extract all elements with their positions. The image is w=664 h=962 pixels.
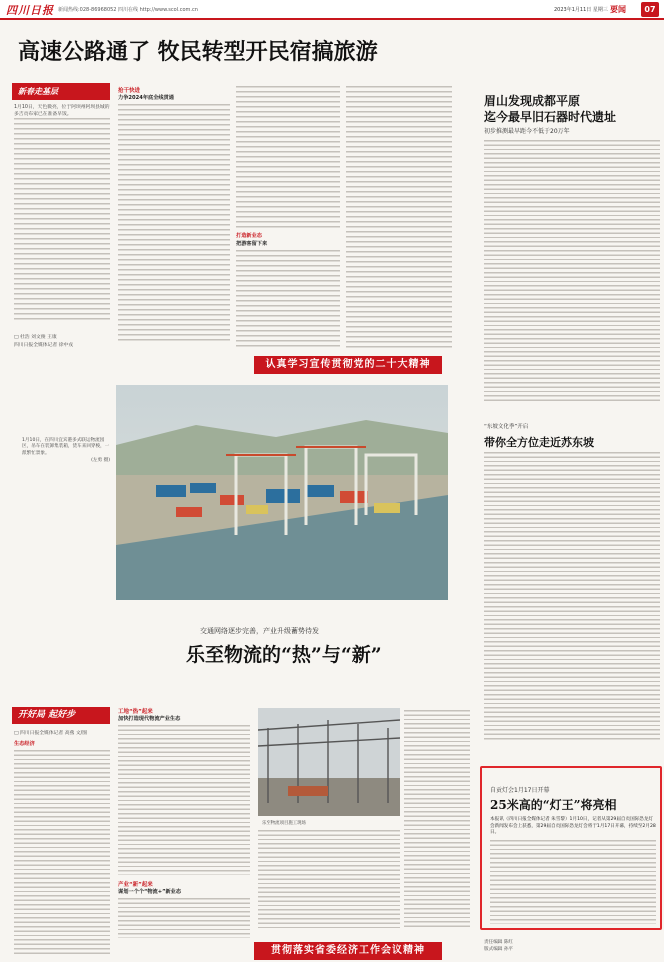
sub-title-1: 加快打造现代物流产业生态 [118, 716, 181, 722]
section-banner-good-start: 开好局 起好步 [12, 707, 110, 724]
construction-caption: 乐至物流项目施工现场 [262, 821, 306, 826]
footer-editor: 责任编辑 陈红 [484, 940, 514, 945]
sub-kicker-2: 产业“新”起来 [118, 882, 153, 888]
port-photo[interactable] [116, 385, 448, 600]
article-body-mid-2 [236, 86, 340, 230]
kaizhan-subhead: 生态经济 [14, 741, 35, 747]
highlighted-kicker: 自贡灯会1月17日开幕 [490, 787, 550, 794]
article-lead: 1月10日，天色微亮，位于阿坝州阿坝县城的多吉贡布家已在准备早饭。 [14, 105, 110, 117]
sub-kicker-1: 工地“热”起来 [118, 709, 153, 715]
article-body-left [14, 118, 110, 323]
right-article-kicker-2: “东坡文化季”开启 [484, 424, 529, 430]
byline-reporter: 四川日报全媒体记者 徐中戎 [14, 343, 74, 348]
right-article-body-2 [484, 452, 660, 742]
section-banner-new-spring: 新春走基层 [12, 83, 110, 100]
construction-photo[interactable] [258, 708, 400, 816]
subhead-new-format: 打造新业态 [236, 233, 262, 239]
kaizhan-byline: □ 四川日报全媒体记者 高燕 文/图 [14, 731, 88, 736]
hotline: 新闻热线:028-86968052 [58, 7, 117, 13]
article-body-mid [118, 104, 230, 344]
second-article-body-4 [404, 710, 470, 930]
second-article-headline[interactable]: 乐至物流的“热”与“新” [186, 644, 382, 666]
second-article-body-2 [118, 898, 250, 938]
page-number-badge: 07 [641, 2, 659, 17]
highlighted-title[interactable]: 25米高的“灯王”将亮相 [490, 798, 617, 812]
photo-credit: (左勇 摄) [91, 458, 110, 464]
website[interactable]: 四川在线 http://www.scol.com.cn [118, 7, 198, 13]
issue-date: 2023年1月11日 星期三 [554, 7, 608, 13]
article-body-mid-3 [236, 250, 340, 350]
subhead-keep-tourists: 把游客留下来 [236, 241, 268, 247]
section-name: 要闻 [610, 5, 626, 14]
article-body-mid-4 [346, 86, 452, 350]
main-headline[interactable]: 高速公路通了 牧民转型开民宿搞旅游 [18, 39, 378, 65]
right-article-title-1[interactable]: 眉山发现成都平原 [484, 94, 581, 108]
subhead-kicker: 抢干快进 [118, 88, 141, 94]
second-article-body-3 [258, 830, 400, 930]
second-article-body-1 [118, 725, 250, 875]
container-port-illustration [116, 385, 448, 600]
highlighted-lead: 本报讯（四川日报全媒体记者 朱雪黎）1月10日，记者从第29届自贡国际恐龙灯会新闻发布会上获悉，第29届自贡国际恐龙灯会将于1月17日开幕，持续至2月28日。 [490, 817, 656, 836]
right-article-subtitle: 初步推测最早距今不低于20万年 [484, 128, 570, 135]
right-article-body-1 [484, 140, 660, 402]
right-article-title-3[interactable]: 带你全方位走近苏东坡 [484, 436, 594, 449]
slogan-banner-bottom: 贯彻落实省委经济工作会议精神 [254, 942, 442, 960]
sub-title-2: 谋划一个个“物流+”新业态 [118, 889, 182, 895]
warehouse-illustration [258, 708, 400, 816]
right-article-title-2[interactable]: 迄今最早旧石器时代遗址 [484, 110, 617, 124]
masthead [0, 0, 664, 20]
newspaper-logo: 四川日报 [6, 4, 54, 17]
kaizhan-body [14, 750, 110, 955]
second-article-kicker: 交通网络逐步完善，产业升级蓄势待发 [200, 627, 319, 635]
footer-layout: 版式编辑 孙平 [484, 946, 514, 952]
highlighted-body [490, 840, 656, 924]
photo-caption-text: 1月10日，在四川宜宾港多式联运物流园区，吊车在装卸集装箱，货车来回穿梭，一派繁忙景象。 [22, 438, 110, 456]
byline-authors: □ 杜浩 刘文俊 王康 [14, 335, 57, 340]
slogan-banner-top: 认真学习宣传贯彻党的二十大精神 [254, 356, 442, 374]
photo-caption [22, 438, 110, 464]
footer-credit [484, 940, 513, 953]
subhead-title: 力争2024年底全线贯通 [118, 95, 174, 101]
